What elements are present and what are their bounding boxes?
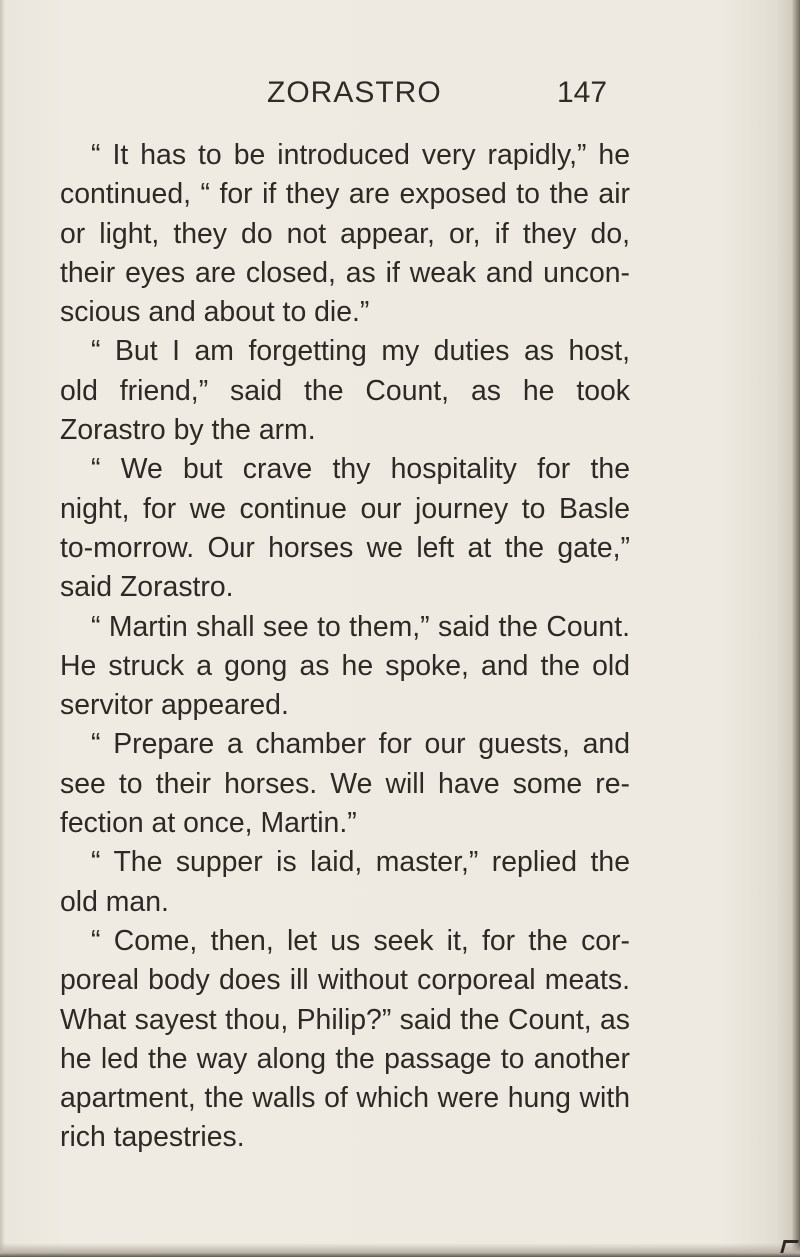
text-line: rich tapestries. [60, 1121, 245, 1154]
text-line: Zorastro by the arm. [60, 414, 316, 447]
text-line: night, for we continue our journey to Basle [60, 492, 630, 525]
text-line: said Zorastro. [60, 571, 234, 604]
text-line: apartment, the walls of which were hung with [60, 1082, 630, 1115]
text-line: “ It has to be introduced very rapidly,” he [91, 139, 630, 171]
text-line: he led the way along the passage to another [60, 1042, 630, 1075]
text-line: old friend,” said the Count, as he took [60, 374, 630, 407]
text-line: fection at once, Martin.” [60, 807, 357, 840]
text-line: servitor appeared. [60, 689, 289, 722]
text-line: He struck a gong as he spoke, and the old [60, 649, 630, 682]
text-line: “ Come, then, let us seek it, for the cor- [91, 924, 630, 957]
text-line: scious and about to die.” [60, 296, 370, 329]
text-line: “ But I am forgetting my duties as host, [91, 335, 630, 368]
text-line: their eyes are closed, as if weak and uncon- [60, 256, 630, 289]
text-line: “ Prepare a chamber for our guests, and [91, 728, 630, 761]
text-line: continued, “ for if they are exposed to the air [60, 178, 630, 211]
text-line: see to their horses. We will have some re- [60, 767, 630, 800]
text-line: poreal body does ill without corporeal meats. [60, 964, 630, 997]
text-line: to-morrow. Our horses we left at the gate,” [60, 531, 630, 564]
text-line: “ We but crave thy hospitality for the [91, 453, 630, 486]
text-line: old man. [60, 885, 169, 918]
page-bottom-shadow [0, 1243, 800, 1257]
text-line: or light, they do not appear, or, if they do, [60, 217, 630, 250]
text-line: “ The supper is laid, master,” replied the [91, 846, 630, 879]
running-head: ZORASTRO [267, 76, 442, 109]
page-left-edge [0, 0, 5, 1257]
page-header [0, 76, 800, 116]
body-text [60, 136, 630, 1158]
page-right-edge [791, 0, 800, 1257]
text-line: “ Martin shall see to them,” said the Count. [91, 610, 630, 643]
page-number: 147 [557, 76, 608, 109]
text-line: What sayest thou, Philip?” said the Count, as [60, 1003, 630, 1036]
